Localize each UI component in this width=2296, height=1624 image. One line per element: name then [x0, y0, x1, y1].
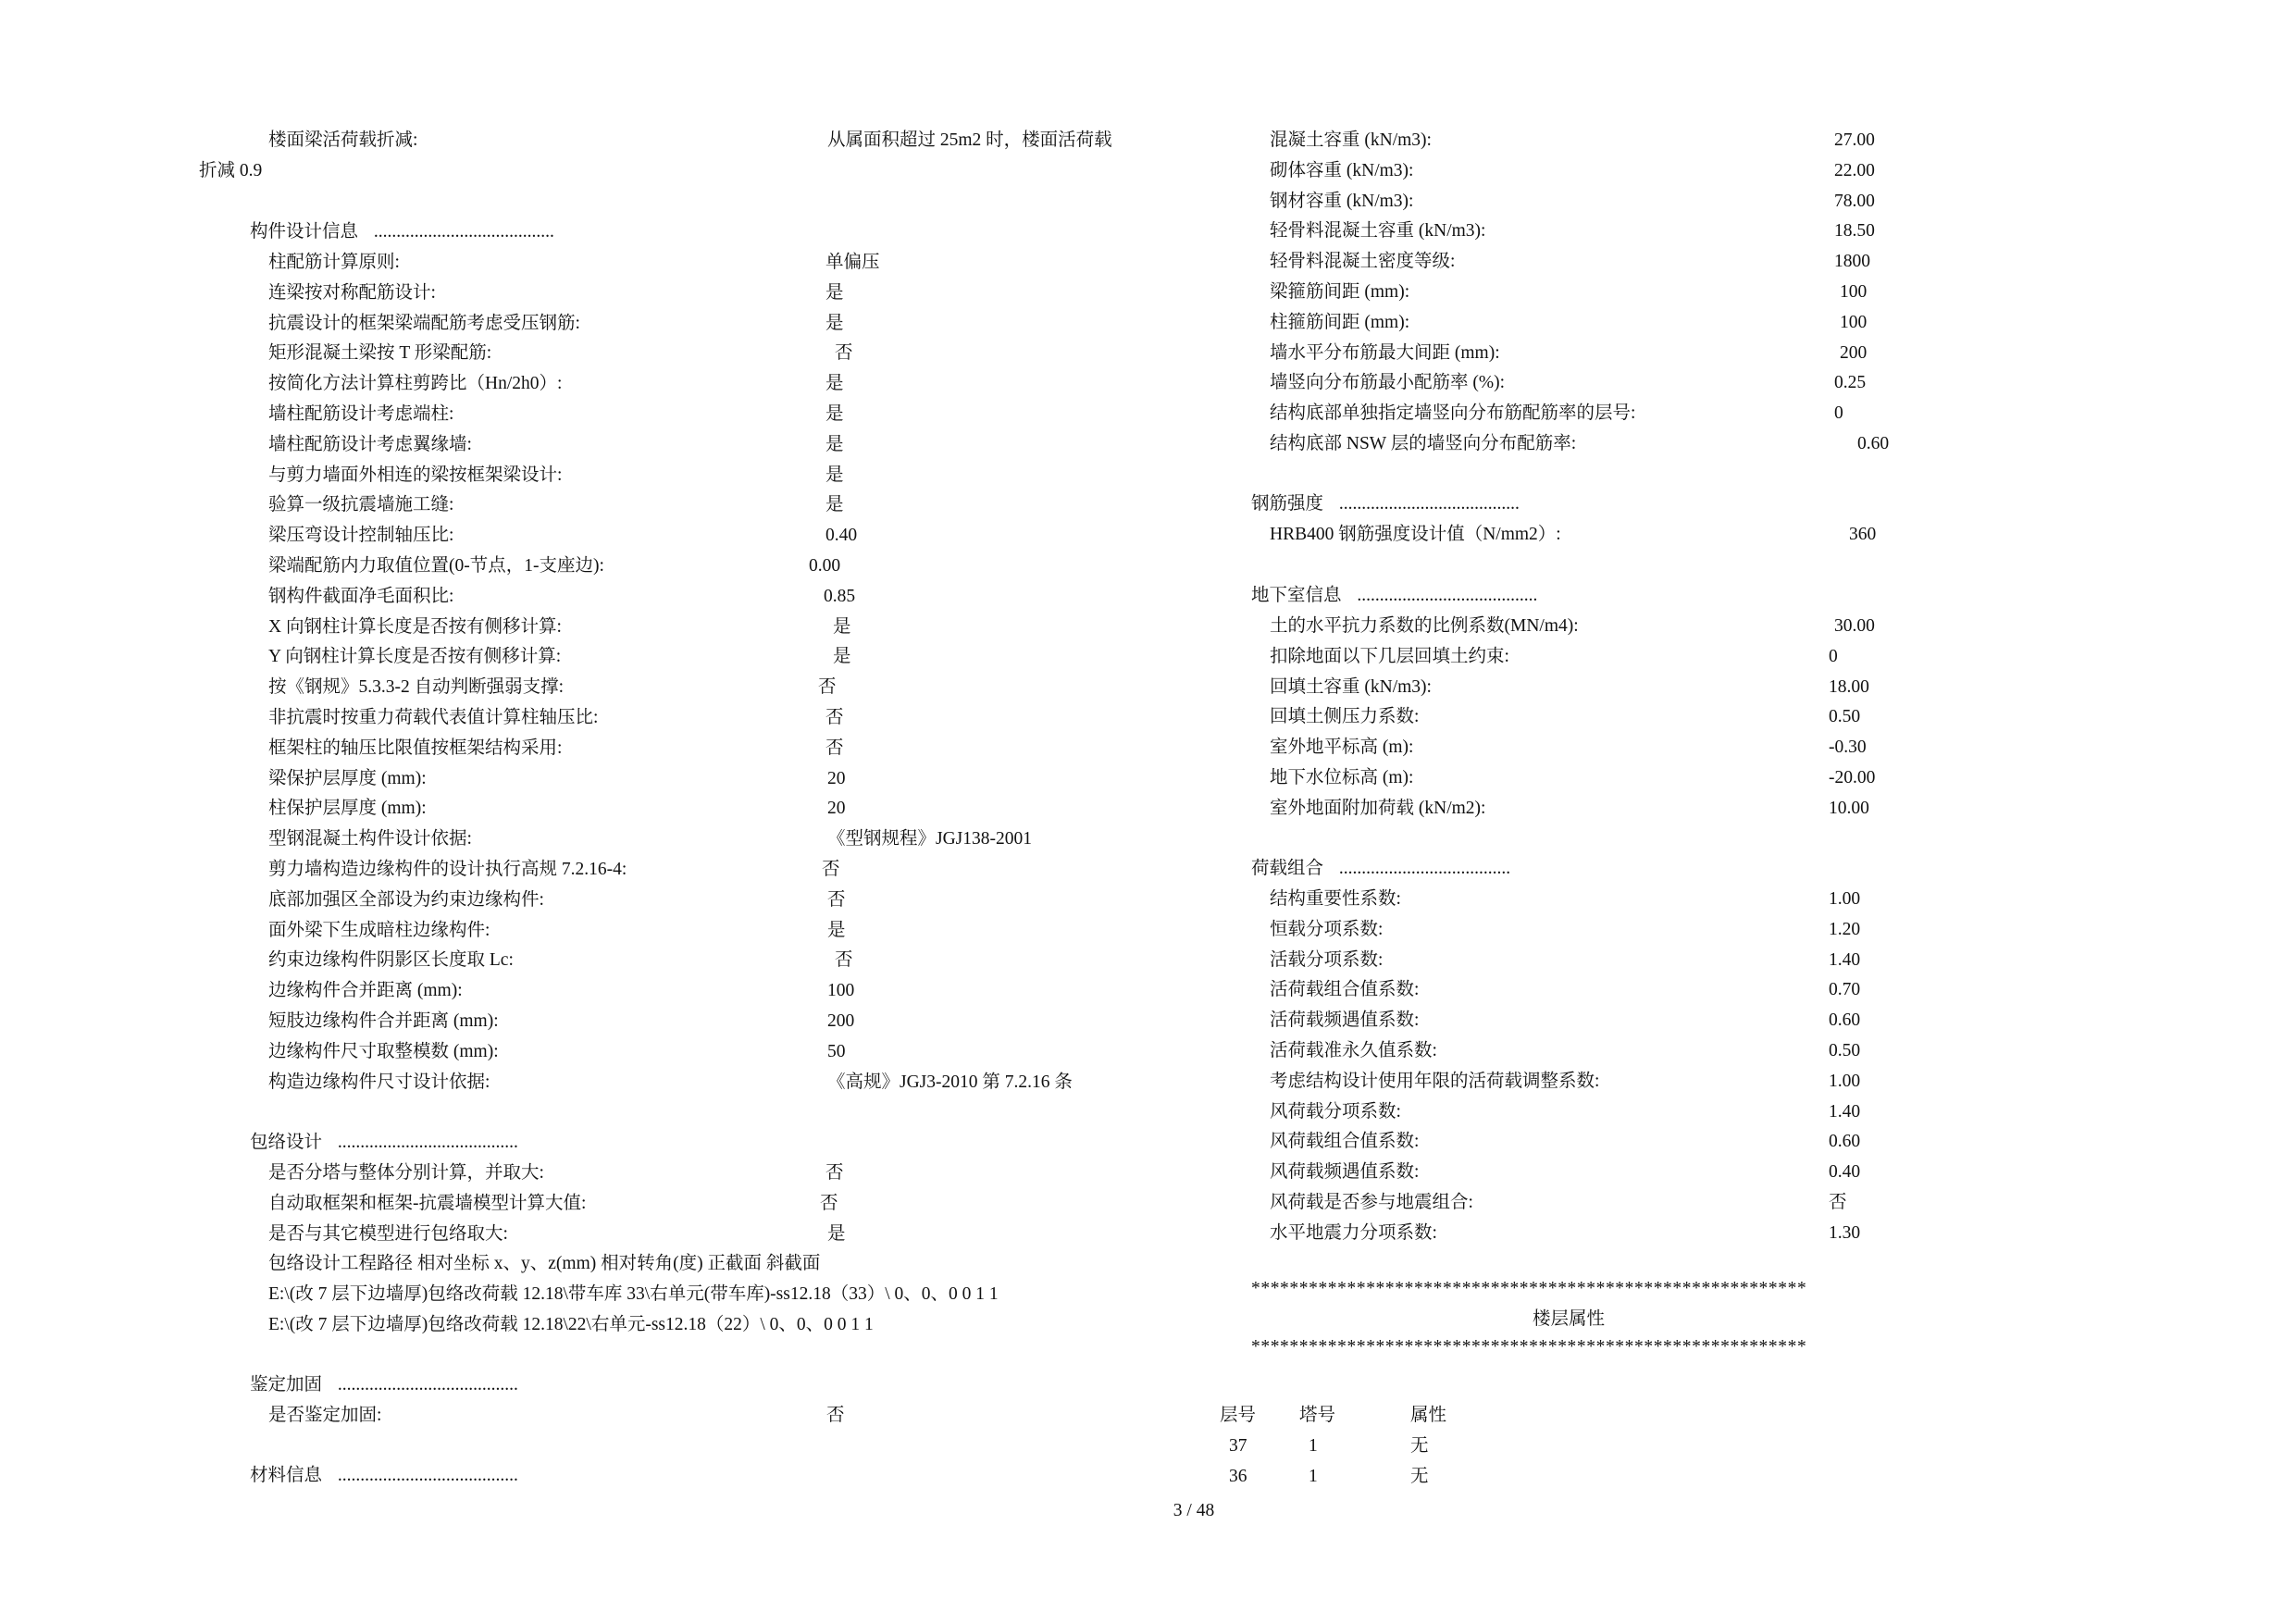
list-item: [1270, 431, 2103, 457]
section-basement: [1251, 583, 1537, 609]
section-leader: ......................................: [1338, 859, 1511, 878]
section-leader: ........................................: [1338, 494, 1520, 514]
cell-attribute: 无: [1410, 1436, 1429, 1456]
floor-properties-title: 楼层属性: [1533, 1309, 1606, 1329]
list-item: [1270, 765, 2103, 791]
item-value: 是: [825, 404, 844, 424]
item-label: 考虑结构设计使用年限的活荷载调整系数:: [1270, 1071, 1600, 1091]
list-item: [268, 826, 1101, 852]
item-value: 单偏压: [825, 253, 880, 272]
item-value: 100: [1840, 312, 1868, 332]
item-label: 型钢混凝土构件设计依据:: [268, 829, 472, 849]
list-item: [268, 857, 1101, 883]
item-label: 回填土侧压力系数:: [1270, 707, 1420, 727]
item-label: 活荷载频遇值系数:: [1270, 1010, 1420, 1031]
item-value: 0.40: [1829, 1162, 1861, 1183]
list-item: [1270, 1099, 2103, 1125]
list-item: [268, 978, 1101, 1004]
item-value: 是: [825, 374, 844, 394]
item-value: 78.00: [1834, 191, 1875, 211]
item-value: 10.00: [1829, 798, 1869, 818]
item-label: 梁端配筋内力取值位置(0-节点，1-支座边):: [268, 556, 604, 576]
list-item: [268, 553, 1101, 579]
item-label: 墙竖向分布筋最小配筋率 (%):: [1270, 373, 1506, 393]
item-label: 梁箍筋间距 (mm):: [1270, 282, 1410, 302]
item-value: 100: [827, 981, 855, 1001]
list-item: [1270, 218, 2103, 244]
item-value: 否: [826, 1406, 845, 1425]
list-item: [1270, 310, 2103, 336]
list-item: [1270, 370, 2103, 396]
list-item: [268, 523, 1101, 549]
item-label: 是否与其它模型进行包络取大:: [268, 1223, 508, 1244]
item-value: 1.40: [1829, 1101, 1861, 1122]
item-value: 0.60: [1829, 1010, 1861, 1031]
envelope-path-header: 包络设计工程路径 相对坐标 x、y、z(mm) 相对转角(度) 正截面 斜截面: [268, 1254, 821, 1273]
item-label: 是否鉴定加固:: [268, 1406, 382, 1425]
item-label: 自动取框架和框架-抗震墙模型计算大值:: [268, 1193, 587, 1213]
item-label: 边缘构件合并距离 (mm):: [268, 981, 463, 1001]
list-item: [1270, 675, 2103, 700]
list-item: [1270, 614, 2103, 639]
list-item: [1270, 704, 2103, 730]
item-label: 轻骨料混凝土密度等级:: [1270, 252, 1456, 272]
item-value: 否: [1829, 1193, 1847, 1212]
section-leader: ........................................: [337, 1133, 518, 1152]
item-value: 0.60: [1829, 1132, 1861, 1152]
list-item: [268, 1009, 1101, 1035]
item-label: 地下水位标高 (m):: [1270, 768, 1414, 787]
item-label: 风荷载频遇值系数:: [1270, 1162, 1420, 1183]
cell-attribute: 无: [1410, 1467, 1429, 1486]
item-value: 50: [827, 1041, 846, 1061]
list-item: [268, 280, 1101, 306]
item-label: 验算一级抗震墙施工缝:: [268, 495, 454, 515]
cell-floor-no: 37: [1229, 1436, 1247, 1456]
list-item: [268, 1039, 1101, 1065]
cell-tower-no: 1: [1309, 1467, 1318, 1486]
live-load-reduction-value: 从属面积超过 25m2 时，楼面活荷载: [827, 130, 1112, 150]
item-value: 否: [820, 1193, 838, 1213]
item-value: 0.85: [824, 586, 856, 606]
list-item: [268, 402, 1101, 428]
list-item: [268, 371, 1101, 397]
header-floor-no: 层号: [1220, 1406, 1257, 1425]
item-label: 约束边缘构件阴影区长度取 Lc:: [268, 950, 514, 971]
item-value: 30.00: [1834, 616, 1875, 636]
section-title: 构件设计信息: [250, 222, 359, 242]
list-item: [268, 675, 1101, 700]
list-item: [1270, 735, 2103, 761]
item-label: 矩形混凝土梁按 T 形梁配筋:: [268, 343, 492, 364]
list-item: [1270, 917, 2103, 943]
section-leader: ........................................: [373, 222, 554, 242]
item-value: 360: [1849, 525, 1877, 544]
section-title: 材料信息: [250, 1466, 323, 1485]
list-item: [268, 492, 1101, 518]
item-value: 0: [1829, 646, 1838, 666]
item-value: 1.00: [1829, 1071, 1861, 1091]
item-value: 27.00: [1834, 130, 1875, 150]
item-label: 按《钢规》5.3.3-2 自动判断强弱支撑:: [268, 677, 565, 698]
section-title: 荷载组合: [1251, 859, 1324, 878]
item-label: 墙柱配筋设计考虑端柱:: [268, 404, 454, 424]
item-label: 与剪力墙面外相连的梁按框架梁设计:: [268, 465, 563, 485]
item-label: 活荷载组合值系数:: [1270, 980, 1420, 1000]
item-label: 土的水平抗力系数的比例系数(MN/m4):: [1270, 616, 1579, 636]
item-label: 构造边缘构件尺寸设计依据:: [268, 1072, 490, 1092]
item-value: 是: [825, 282, 844, 303]
list-item: [1270, 644, 2103, 670]
item-value: 22.00: [1834, 160, 1875, 180]
item-value: 否: [822, 860, 840, 879]
list-item: [1270, 128, 2103, 154]
item-label: 钢材容重 (kN/m3):: [1270, 191, 1414, 211]
item-label: 底部加强区全部设为约束边缘构件:: [268, 889, 544, 910]
rebar-row: [1270, 522, 1917, 548]
list-item: [268, 1160, 1101, 1186]
item-label: 风荷载是否参与地震组合:: [1270, 1193, 1473, 1212]
section-title: 地下室信息: [1251, 586, 1342, 605]
section-material: [250, 1463, 518, 1489]
list-item: [268, 1191, 1101, 1217]
appraisal-row: [268, 1403, 1009, 1429]
list-item: [1270, 158, 2103, 184]
item-label: 边缘构件尺寸取整模数 (mm):: [268, 1041, 499, 1061]
item-label: HRB400 钢筋强度设计值（N/mm2）:: [1270, 525, 1561, 544]
list-item: [1270, 1038, 2103, 1064]
item-label: 墙水平分布筋最大间距 (mm):: [1270, 342, 1500, 363]
item-value: -20.00: [1829, 768, 1876, 787]
item-label: 砌体容重 (kN/m3):: [1270, 160, 1414, 180]
item-label: 活荷载准永久值系数:: [1270, 1041, 1437, 1060]
live-load-reduction-row: [268, 128, 1194, 154]
item-label: 柱箍筋间距 (mm):: [1270, 312, 1410, 332]
item-value: 1.30: [1829, 1222, 1861, 1243]
item-value: 0: [1834, 403, 1843, 424]
list-item: [1270, 341, 2103, 366]
section-title: 钢筋强度: [1251, 494, 1324, 514]
item-value: 否: [835, 343, 853, 364]
item-value: 是: [825, 465, 844, 485]
item-label: Y 向钢柱计算长度是否按有侧移计算:: [268, 647, 562, 667]
item-label: 是否分塔与整体分别计算，并取大:: [268, 1163, 544, 1183]
list-item: [268, 736, 1101, 762]
item-value: 是: [825, 495, 844, 515]
item-label: 结构底部 NSW 层的墙竖向分布配筋率:: [1270, 434, 1577, 453]
item-value: 是: [827, 1223, 846, 1244]
item-value: 否: [825, 1163, 844, 1183]
list-item: [1270, 249, 2103, 275]
item-value: 是: [833, 616, 851, 637]
item-value: 否: [827, 889, 846, 910]
item-label: 结构重要性系数:: [1270, 889, 1401, 909]
item-value: 否: [835, 950, 853, 971]
section-leader: ........................................: [337, 1375, 518, 1395]
list-item: [1270, 1008, 2103, 1034]
envelope-path-2: E:\(改 7 层下边墙厚)包络改荷载 12.18\22\右单元-ss12.18（22）\ 0、0、0 0 1 1: [268, 1315, 874, 1334]
section-title: 鉴定加固: [250, 1375, 323, 1395]
item-label: 短肢边缘构件合并距离 (mm):: [268, 1011, 499, 1031]
item-label: 柱保护层厚度 (mm):: [268, 799, 427, 819]
item-value: 1.40: [1829, 949, 1861, 970]
item-label: 风荷载组合值系数:: [1270, 1132, 1420, 1152]
list-item: [268, 887, 1101, 913]
cell-tower-no: 1: [1309, 1436, 1318, 1456]
live-load-reduction-label: 楼面梁活荷载折减:: [268, 130, 418, 150]
item-label: 水平地震力分项系数:: [1270, 1222, 1437, 1243]
item-label: 墙柱配筋设计考虑翼缘墙:: [268, 434, 472, 454]
item-value: 是: [827, 920, 846, 940]
list-item: [268, 311, 1101, 337]
item-value: 200: [1840, 342, 1868, 363]
list-item: [268, 948, 1101, 973]
item-label: 恒载分项系数:: [1270, 919, 1384, 939]
item-value: 0.25: [1834, 373, 1867, 393]
item-label: 室外地平标高 (m):: [1270, 738, 1414, 758]
item-value: 0.60: [1857, 434, 1890, 453]
item-value: 0.70: [1829, 980, 1861, 1000]
list-item: [268, 766, 1101, 792]
item-value: 0.50: [1829, 707, 1861, 727]
section-title: 包络设计: [250, 1133, 323, 1152]
item-value: 1800: [1834, 252, 1870, 272]
cell-floor-no: 36: [1229, 1467, 1247, 1486]
list-item: [1270, 977, 2103, 1003]
list-item: [268, 644, 1101, 670]
list-item: [268, 463, 1101, 489]
item-label: 梁保护层厚度 (mm):: [268, 768, 427, 788]
list-item: [268, 1221, 1101, 1247]
stars-divider-top: **********************************************************: [1251, 1279, 1807, 1298]
item-value: 100: [1840, 282, 1868, 302]
list-item: [1270, 279, 2103, 305]
item-value: 0.40: [825, 526, 858, 546]
list-item: [1270, 1221, 2103, 1246]
item-label: X 向钢柱计算长度是否按有侧移计算:: [268, 616, 562, 637]
list-item: [268, 432, 1101, 458]
item-label: 风荷载分项系数:: [1270, 1101, 1401, 1122]
list-item: [1270, 796, 2103, 822]
section-leader: ........................................: [337, 1466, 518, 1485]
item-label: 非抗震时按重力荷载代表值计算柱轴压比:: [268, 708, 599, 727]
table-row: [1229, 1464, 1599, 1490]
item-value: 0.00: [809, 556, 841, 576]
item-value: -0.30: [1829, 738, 1867, 758]
section-rebar: [1251, 491, 1520, 517]
list-item: [1270, 1159, 2103, 1185]
floor-table-header: [1220, 1403, 1590, 1429]
item-label: 钢构件截面净毛面积比:: [268, 586, 454, 606]
section-envelope-design: [250, 1130, 518, 1156]
item-value: 《高规》JGJ3-2010 第 7.2.16 条: [827, 1072, 1073, 1092]
list-item: [268, 341, 1101, 366]
item-value: 1.20: [1829, 919, 1861, 939]
item-label: 框架柱的轴压比限值按框架结构采用:: [268, 738, 563, 758]
item-value: 是: [825, 434, 844, 454]
list-item: [268, 250, 1101, 276]
list-item: [268, 614, 1101, 640]
item-label: 柱配筋计算原则:: [268, 253, 400, 272]
stars-divider-bottom: **********************************************************: [1251, 1337, 1807, 1357]
item-label: 室外地面附加荷载 (kN/m2):: [1270, 798, 1486, 818]
table-row: [1229, 1433, 1599, 1459]
item-label: 抗震设计的框架梁端配筋考虑受压钢筋:: [268, 313, 580, 333]
item-value: 1.00: [1829, 889, 1861, 909]
item-value: 200: [827, 1011, 855, 1031]
list-item: [268, 796, 1101, 822]
section-appraisal: [250, 1372, 518, 1398]
list-item: [268, 584, 1101, 610]
item-value: 20: [827, 768, 846, 788]
header-tower-no: 塔号: [1299, 1406, 1336, 1425]
envelope-path-1: E:\(改 7 层下边墙厚)包络改荷载 12.18\带车库 33\右单元(带车库)-ss12.18（33）\ 0、0、0 0 1 1: [268, 1284, 999, 1304]
item-label: 梁压弯设计控制轴压比:: [268, 526, 454, 546]
item-value: 否: [825, 738, 844, 758]
section-leader: ........................................: [1357, 586, 1538, 605]
item-value: 《型钢规程》JGJ138-2001: [827, 829, 1033, 849]
item-value: 18.00: [1829, 676, 1869, 697]
list-item: [1270, 189, 2103, 215]
item-value: 是: [825, 313, 844, 333]
item-label: 活载分项系数:: [1270, 949, 1384, 970]
item-label: 混凝土容重 (kN/m3):: [1270, 130, 1432, 150]
item-label: 剪力墙构造边缘构件的设计执行高规 7.2.16-4:: [268, 860, 627, 879]
list-item: [1270, 886, 2103, 912]
list-item: [1270, 1129, 2103, 1155]
item-label: 面外梁下生成暗柱边缘构件:: [268, 920, 490, 940]
item-label: 按简化方法计算柱剪跨比（Hn/2h0）:: [268, 374, 563, 394]
list-item: [268, 705, 1101, 731]
item-value: 0.50: [1829, 1041, 1861, 1060]
item-value: 20: [827, 799, 846, 819]
item-value: 否: [818, 677, 837, 698]
item-label: 连梁按对称配筋设计:: [268, 282, 436, 303]
list-item: [1270, 1190, 2103, 1216]
item-label: 扣除地面以下几层回填土约束:: [1270, 646, 1509, 666]
item-value: 否: [825, 708, 844, 727]
header-attribute: 属性: [1410, 1406, 1447, 1425]
section-load-combination: [1251, 856, 1510, 882]
list-item: [1270, 1069, 2103, 1095]
live-load-reduction-wrap: 折减 0.9: [199, 161, 263, 180]
item-label: 轻骨料混凝土容重 (kN/m3):: [1270, 221, 1486, 242]
list-item: [268, 1070, 1101, 1096]
page-number: 3 / 48: [1173, 1501, 1215, 1520]
list-item: [268, 918, 1101, 944]
list-item: [1270, 948, 2103, 973]
section-component-design: [250, 219, 554, 245]
item-label: 回填土容重 (kN/m3):: [1270, 676, 1432, 697]
item-label: 结构底部单独指定墙竖向分布筋配筋率的层号:: [1270, 403, 1636, 424]
list-item: [1270, 401, 2103, 427]
item-value: 18.50: [1834, 221, 1875, 242]
item-value: 是: [833, 647, 851, 667]
